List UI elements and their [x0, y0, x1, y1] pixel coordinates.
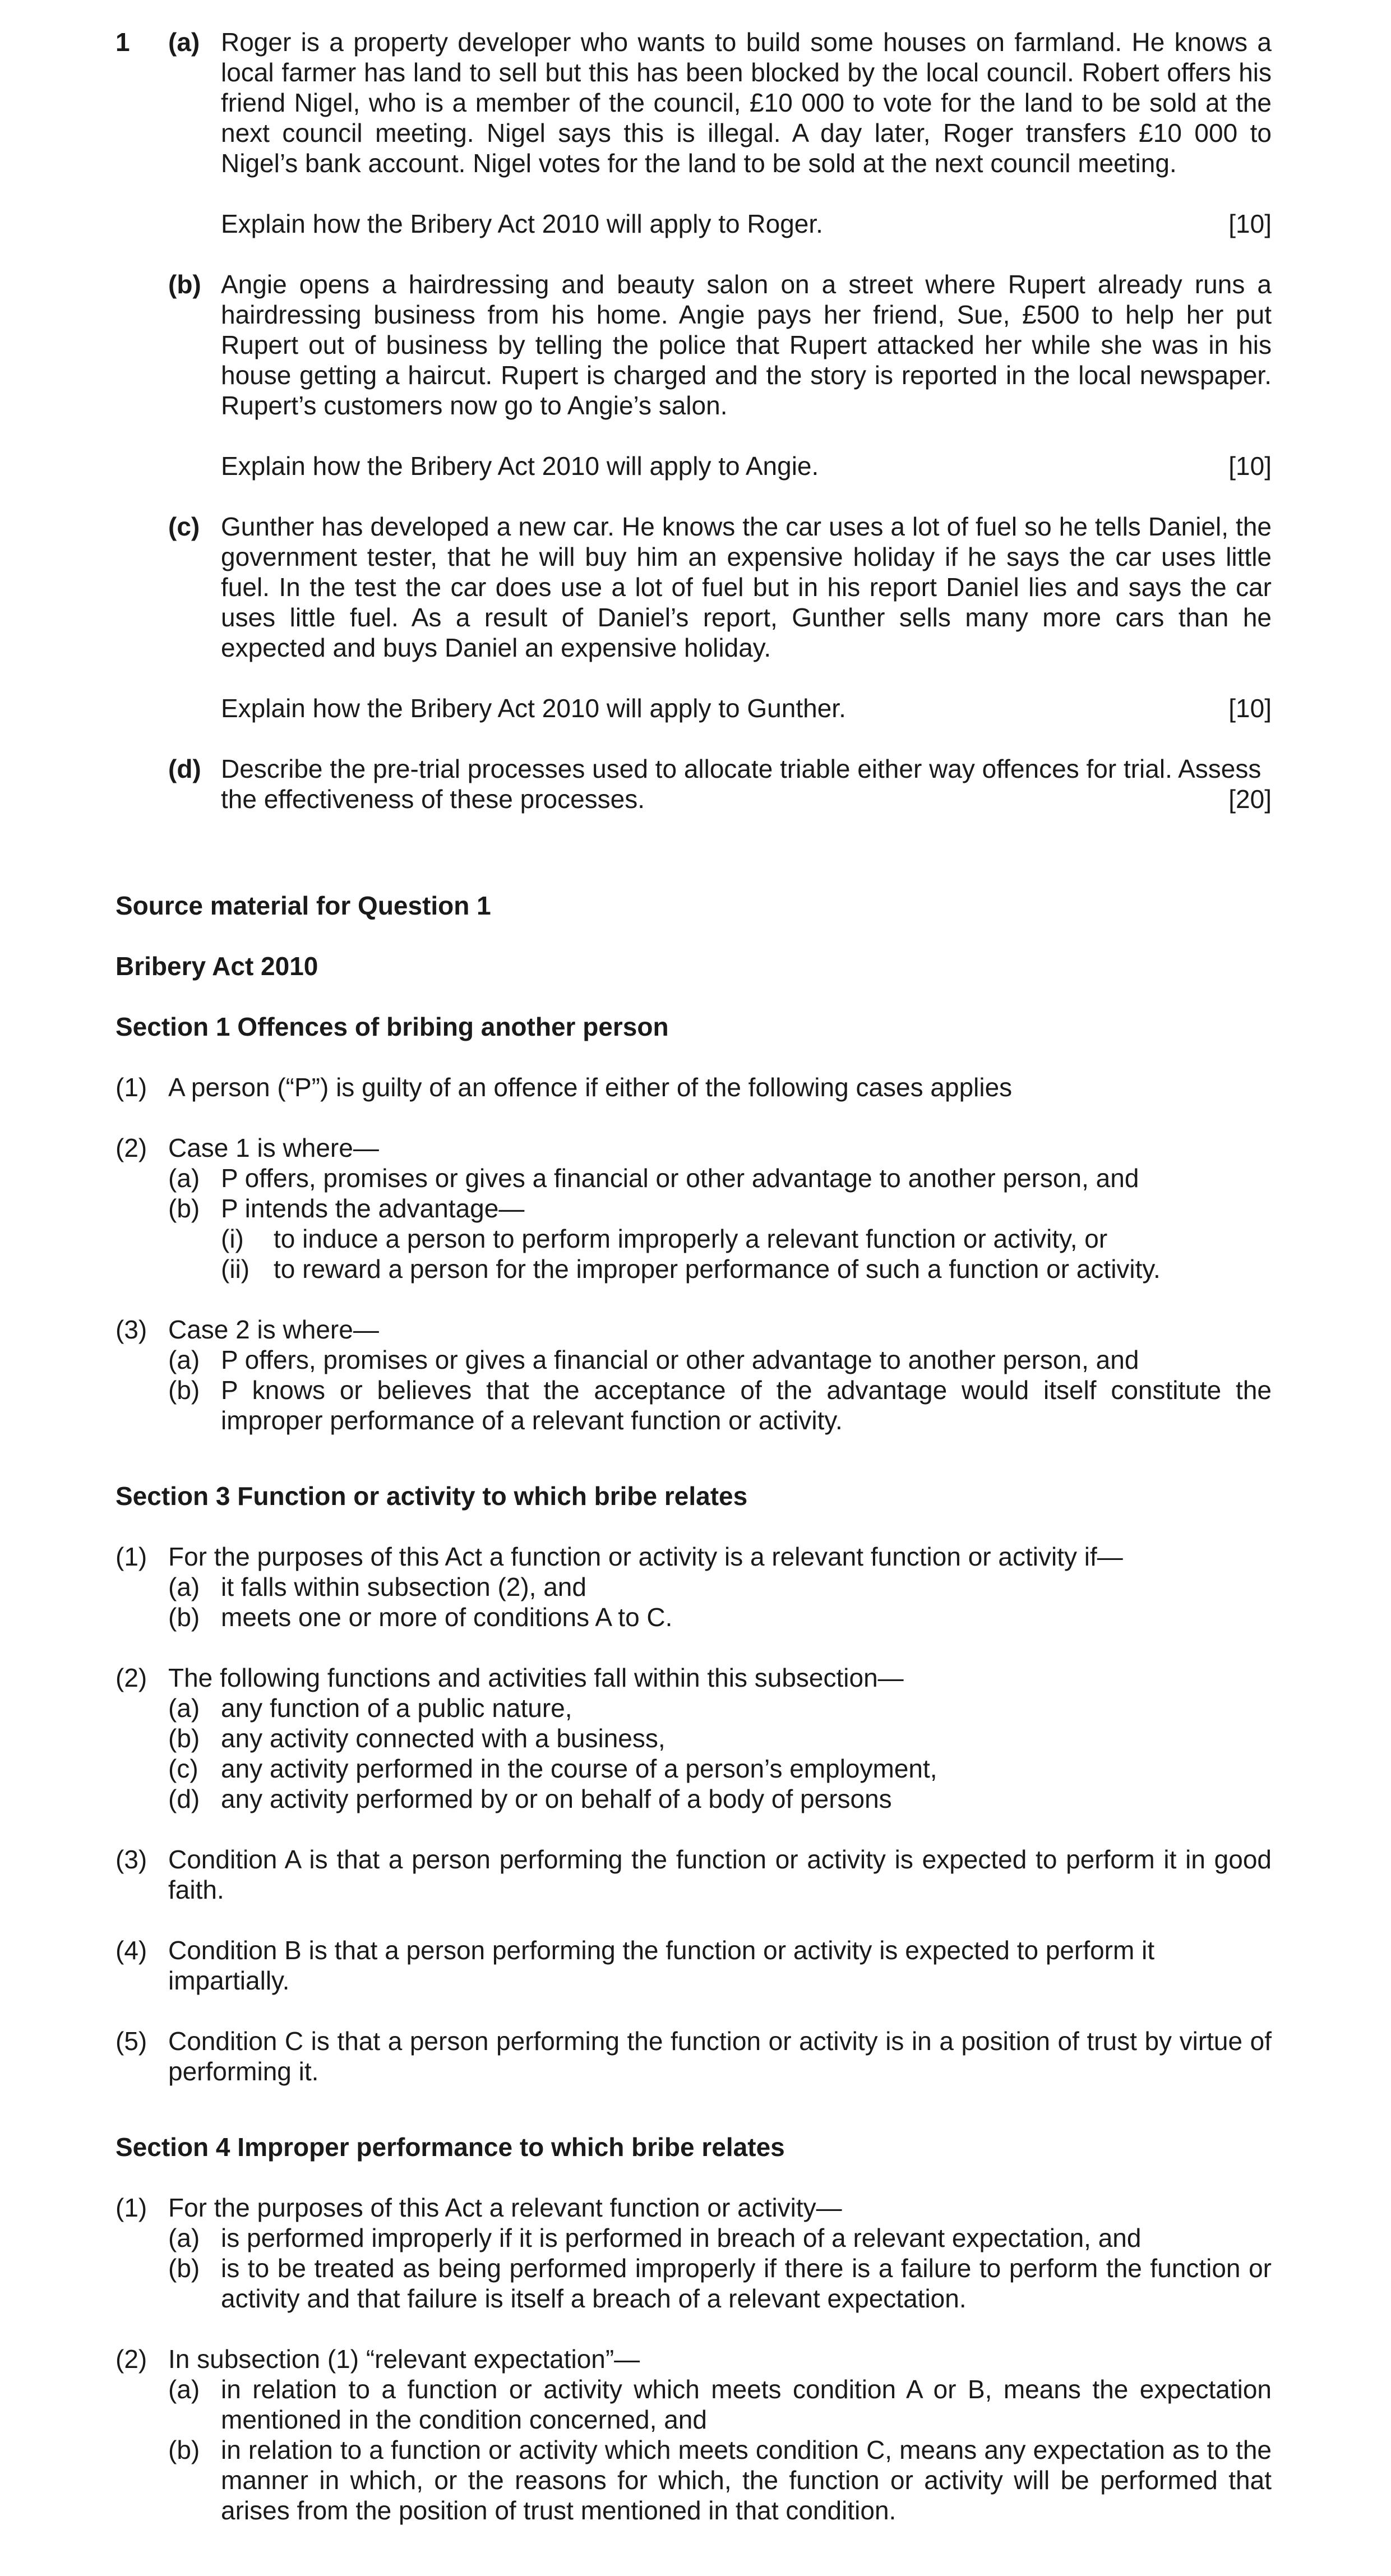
part-letter: (a)	[168, 27, 200, 57]
subsection-text: The following functions and activities fall within this subsection—	[168, 1663, 904, 1692]
subparagraph-text: to induce a person to perform improperly a relevant function or activity, or	[274, 1224, 1108, 1253]
paragraph-text: any activity connected with a business,	[221, 1724, 666, 1753]
subsection-text: For the purposes of this Act a relevant function or activity—	[168, 2193, 842, 2222]
subsection	[115, 1935, 1272, 1996]
paragraph	[115, 1375, 1272, 1435]
subsection-number: (3)	[115, 1845, 147, 1874]
subsection-number: (2)	[115, 1663, 147, 1692]
subsection	[115, 1314, 1272, 1345]
paragraph	[115, 1753, 1272, 1784]
subparagraph	[115, 1224, 1272, 1254]
section-4-title: Section 4 Improper performance to which bribe relates	[115, 2132, 785, 2162]
marks: [10]	[1228, 451, 1272, 481]
subsection	[115, 1663, 1272, 1693]
part-letter: (d)	[168, 754, 201, 783]
paragraph-text: any activity performed by or on behalf of a body of persons	[221, 1784, 892, 1813]
paragraph-letter: (a)	[168, 2223, 200, 2252]
subsection-number: (4)	[115, 1936, 147, 1965]
paragraph	[115, 1345, 1272, 1375]
paragraph-text: P offers, promises or gives a financial or other advantage to another person, and	[221, 1164, 1139, 1193]
paragraph-text: any activity performed in the course of a person’s employment,	[221, 1754, 937, 1783]
paragraph	[115, 1163, 1272, 1193]
question-part-a	[115, 27, 1272, 239]
subsection-text: Case 1 is where—	[168, 1133, 379, 1162]
paragraph-letter: (b)	[168, 2435, 200, 2464]
subsection-number: (3)	[115, 1315, 147, 1344]
paragraph-text: is performed improperly if it is performed in breach of a relevant expectation, and	[221, 2223, 1142, 2252]
subsection-text: Condition C is that a person performing the function or activity is in a position of trust by virtue of performing it.	[168, 2026, 1272, 2086]
section-3-title: Section 3 Function or activity to which bribe relates	[115, 1481, 748, 1511]
paragraph-letter: (b)	[168, 1603, 200, 1632]
subsection-number: (5)	[115, 2026, 147, 2056]
task-text: Explain how the Bribery Act 2010 will apply to Gunther.	[221, 694, 846, 723]
subsection	[115, 1072, 1272, 1102]
subsection-text: Condition A is that a person performing the function or activity is expected to perform it in good faith.	[168, 1845, 1272, 1904]
paragraph-text: in relation to a function or activity which meets condition A or B, means the expectation mentioned in the condition concerned, and	[221, 2375, 1272, 2434]
paragraph-letter: (c)	[168, 1754, 198, 1783]
marks: [10]	[1228, 694, 1272, 723]
subsection-text: Case 2 is where—	[168, 1315, 379, 1344]
essay-line-1: Describe the pre-trial processes used to allocate triable either way offences for trial. Assess	[221, 754, 1261, 783]
subsection-number: (2)	[115, 1133, 147, 1162]
task-line	[221, 209, 1272, 239]
paragraph-text: any function of a public nature,	[221, 1693, 572, 1723]
subsection-number: (1)	[115, 1542, 147, 1571]
subsection-text: In subsection (1) “relevant expectation”—	[168, 2344, 640, 2374]
paragraph	[115, 2253, 1272, 2314]
subsection-text: For the purposes of this Act a function or activity is a relevant function or activity if—	[168, 1542, 1123, 1571]
paragraph	[115, 1784, 1272, 1814]
paragraph-text: meets one or more of conditions A to C.	[221, 1603, 673, 1632]
part-letter: (b)	[168, 270, 201, 299]
part-letter: (c)	[168, 512, 200, 541]
subsection	[115, 2344, 1272, 2374]
marks: [10]	[1228, 209, 1272, 238]
paragraph	[115, 1602, 1272, 1632]
subparagraph-number: (i)	[221, 1224, 244, 1253]
paragraph-letter: (d)	[168, 1784, 200, 1813]
section-1-title: Section 1 Offences of bribing another person	[115, 1012, 669, 1041]
paragraph	[115, 2223, 1272, 2253]
task-line	[221, 451, 1272, 481]
scenario-text: Angie opens a hairdressing and beauty salon on a street where Rupert already runs a hairdressing business from his home. Angie pays her friend, Sue, £500 to help her put Rupert out of business by telling the police that Rupert attacked her while she was in his house getting a haircut. Rupert is charged and the story is reported in the local newspaper. Rupert’s customers now go to Angie’s salon.	[221, 270, 1272, 420]
task-text: Explain how the Bribery Act 2010 will apply to Angie.	[221, 451, 819, 481]
paragraph-letter: (a)	[168, 1693, 200, 1723]
paragraph-text: it falls within subsection (2), and	[221, 1572, 586, 1601]
act-title: Bribery Act 2010	[115, 952, 318, 981]
question-part-b	[115, 269, 1272, 481]
subsection-number: (1)	[115, 2193, 147, 2222]
subsection-number: (1)	[115, 1073, 147, 1102]
essay-text-end: the effectiveness of these processes.	[221, 784, 645, 814]
subsection	[115, 1133, 1272, 1163]
subsection-text: Condition B is that a person performing the function or activity is expected to perform it impartially.	[168, 1936, 1155, 1995]
paragraph-letter: (a)	[168, 1345, 200, 1374]
paragraph-letter: (b)	[168, 1375, 200, 1405]
paragraph	[115, 2374, 1272, 2435]
essay-line-2	[221, 784, 1272, 814]
subparagraph-number: (ii)	[221, 1254, 250, 1284]
scenario-text: Gunther has developed a new car. He knows the car uses a lot of fuel so he tells Daniel, the government tester, that he will buy him an expensive holiday if he says the car uses little fuel. In the test the car does use a lot of fuel but in his report Daniel lies and says the car uses little fuel. As a result of Daniel’s report, Gunther sells many more cars than he expected and buys Daniel an expensive holiday.	[221, 512, 1272, 662]
question-part-c	[115, 511, 1272, 723]
paragraph	[115, 1723, 1272, 1753]
question-part-d	[115, 754, 1272, 814]
subsection	[115, 2026, 1272, 2086]
paragraph-letter: (a)	[168, 2375, 200, 2404]
subparagraph	[115, 1254, 1272, 1284]
paragraph	[115, 1572, 1272, 1602]
subsection	[115, 2192, 1272, 2223]
subsection	[115, 1541, 1272, 1572]
task-text: Explain how the Bribery Act 2010 will apply to Roger.	[221, 209, 823, 238]
paragraph-text: P offers, promises or gives a financial or other advantage to another person, and	[221, 1345, 1139, 1374]
paragraph-text: is to be treated as being performed improperly if there is a failure to perform the function or activity and that failure is itself a breach of a relevant expectation.	[221, 2254, 1272, 2313]
paragraph-letter: (a)	[168, 1572, 200, 1601]
scenario-text: Roger is a property developer who wants to build some houses on farmland. He knows a local farmer has land to sell but this has been blocked by the local council. Robert offers his friend Nigel, who is a member of the council, £10 000 to vote for the land to be sold at the next council meeting. Nigel says this is illegal. A day later, Roger transfers £10 000 to Nigel’s bank account. Nigel votes for the land to be sold at the next council meeting.	[221, 27, 1272, 178]
subsection-text: A person (“P”) is guilty of an offence if either of the following cases applies	[168, 1073, 1013, 1102]
question-number: 1	[115, 27, 130, 57]
paragraph-text: P intends the advantage—	[221, 1194, 525, 1223]
paragraph-letter: (b)	[168, 2254, 200, 2283]
subparagraph-text: to reward a person for the improper performance of such a function or activity.	[274, 1254, 1161, 1284]
task-line	[221, 693, 1272, 723]
paragraph-letter: (a)	[168, 1164, 200, 1193]
source-heading: Source material for Question 1	[115, 891, 491, 920]
paragraph	[115, 1693, 1272, 1723]
paragraph-text: P knows or believes that the acceptance of the advantage would itself constitute the improper performance of a relevant function or activity.	[221, 1375, 1272, 1435]
paragraph-text: in relation to a function or activity which meets condition C, means any expectation as to the manner in which, or the reasons for which, the function or activity will be performed that arises from the position of trust mentioned in that condition.	[221, 2435, 1272, 2525]
marks: [20]	[1228, 784, 1272, 814]
paragraph	[115, 2435, 1272, 2526]
exam-page	[115, 27, 1272, 2526]
paragraph-letter: (b)	[168, 1194, 200, 1223]
paragraph	[115, 1193, 1272, 1224]
subsection	[115, 1844, 1272, 1905]
subsection-number: (2)	[115, 2344, 147, 2374]
paragraph-letter: (b)	[168, 1724, 200, 1753]
